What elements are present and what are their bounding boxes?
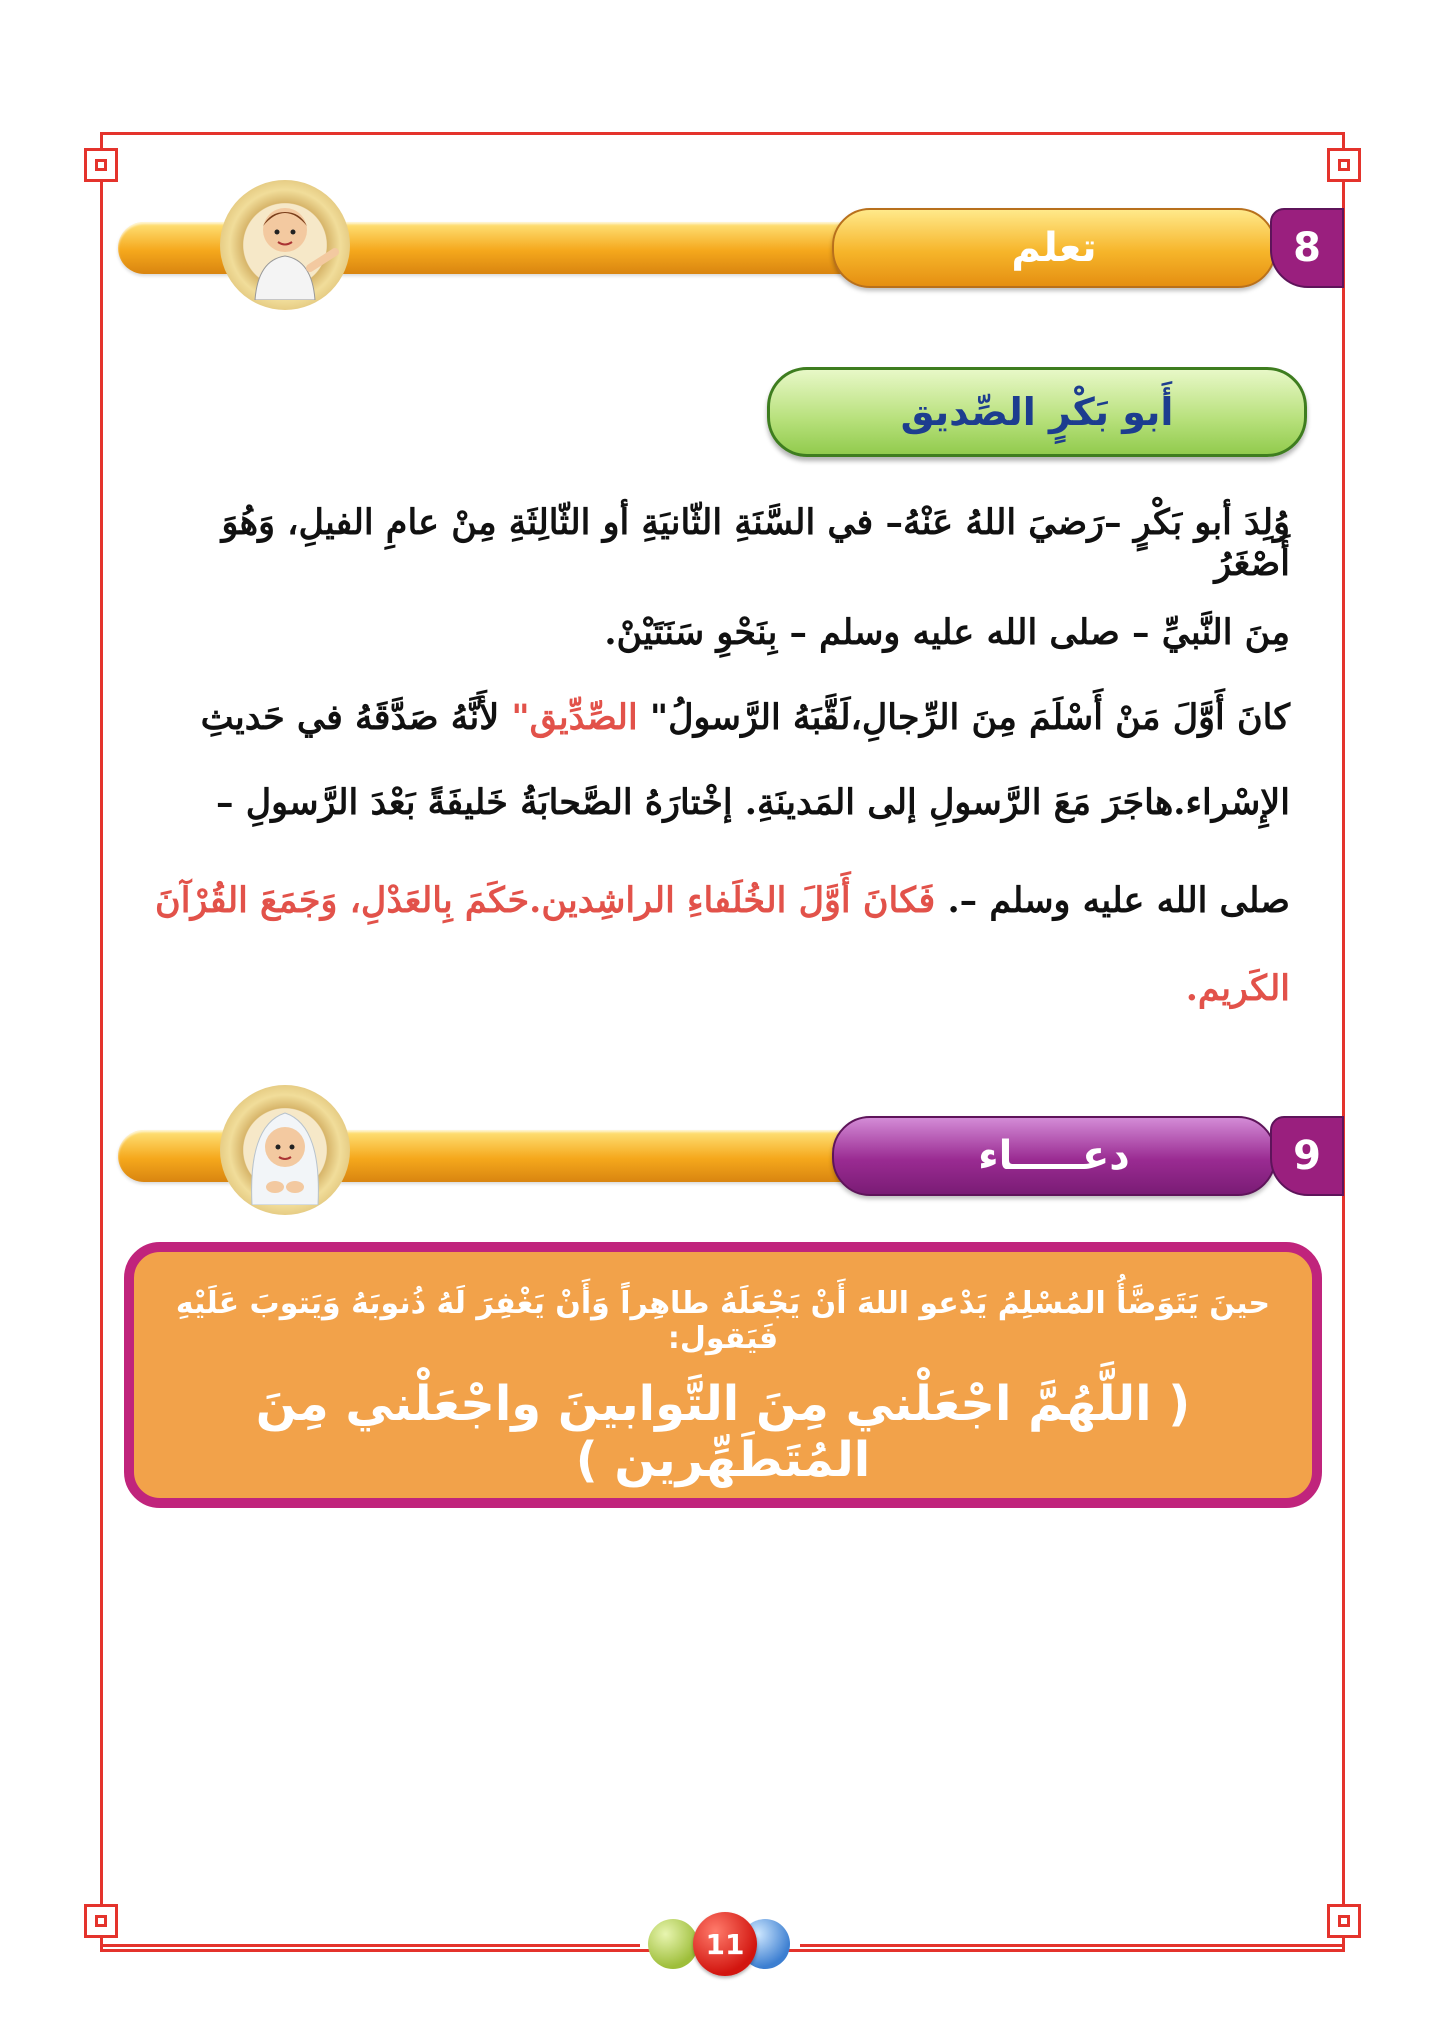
decorative-ball-icon — [648, 1919, 698, 1969]
paragraph-line-6: الكَريم. — [1185, 968, 1290, 1009]
paragraph-line-1: وُلِدَ أبو بَكْرٍ –رَضيَ اللهُ عَنْهُ– في السَّنَةِ الثّانيَةِ أو الثّالِثَةِ مِنْ عامِ الفيلِ، وَهُوَ أَصْغَرُ — [221, 502, 1290, 584]
paragraph-line-2: مِنَ النَّبيِّ – صلى الله عليه وسلم – بِنَحْوِ سَنَتَيْنْ. — [604, 612, 1290, 653]
frame-corner-ornament — [84, 1904, 118, 1938]
frame-corner-ornament — [84, 148, 118, 182]
section-9-title-text: دعـــــاء — [978, 1133, 1130, 1179]
section-9-number-badge — [1270, 1116, 1344, 1196]
paragraph-line-5 — [120, 880, 1290, 921]
frame-corner-ornament — [1327, 148, 1361, 182]
highlighted-text: فَكانَ أَوَّلَ الخُلَفاءِ الراشِدين.حَكَمَ بِالعَدْلِ، وَجَمَعَ القُرْآنَ — [155, 880, 936, 921]
footer-divider — [800, 1944, 1345, 1947]
page-number — [693, 1912, 757, 1976]
section-8-title — [832, 208, 1276, 288]
dua-box — [124, 1242, 1322, 1508]
section-9-number: 9 — [1293, 1133, 1321, 1179]
lesson-subtitle — [767, 367, 1307, 457]
section-8-number: 8 — [1293, 225, 1321, 271]
paragraph-line-4: الإِسْراء.هاجَرَ مَعَ الرَّسولِ إلى المَدينَةِ. إخْتارَهُ الصَّحابَةُ خَليفَةً بَعْدَ الرَّسولِ – — [216, 782, 1290, 823]
lesson-subtitle-text: أَبو بَكْرٍ الصِّديق — [900, 390, 1174, 434]
paragraph-text: لأَنَّهُ صَدَّقَهُ في حَديثِ — [200, 697, 500, 738]
section-8-title-text: تعلم — [1011, 225, 1097, 271]
paragraph-text: صلى الله عليه وسلم –. — [935, 880, 1290, 921]
highlighted-text: الصِّدِّيق" — [499, 697, 650, 738]
page-number-text: 11 — [705, 1927, 745, 1961]
boy-avatar-icon — [220, 180, 350, 310]
section-8-number-badge — [1270, 208, 1344, 288]
frame-corner-ornament — [1327, 1904, 1361, 1938]
dua-intro: حينَ يَتَوَضَّأُ المُسْلِمُ يَدْعو اللهَ أَنْ يَجْعَلَهُ طاهِراً وَأَنْ يَغْفِرَ لَهُ ذُنوبَهُ وَيَتوبَ عَلَيْهِ فَيَقول: — [175, 1286, 1271, 1356]
footer-divider — [100, 1944, 640, 1947]
paragraph-line-3 — [200, 697, 1290, 738]
dua-text: ( اللَّهُمَّ اجْعَلْني مِنَ التَّوابينَ واجْعَلْني مِنَ المُتَطَهِّرين ) — [255, 1376, 1191, 1488]
section-9-title — [832, 1116, 1276, 1196]
girl-avatar-icon — [220, 1085, 350, 1215]
paragraph-text: كانَ أَوَّلَ مَنْ أَسْلَمَ مِنَ الرِّجالِ،لَقَّبَهُ الرَّسولُ" — [649, 697, 1290, 738]
